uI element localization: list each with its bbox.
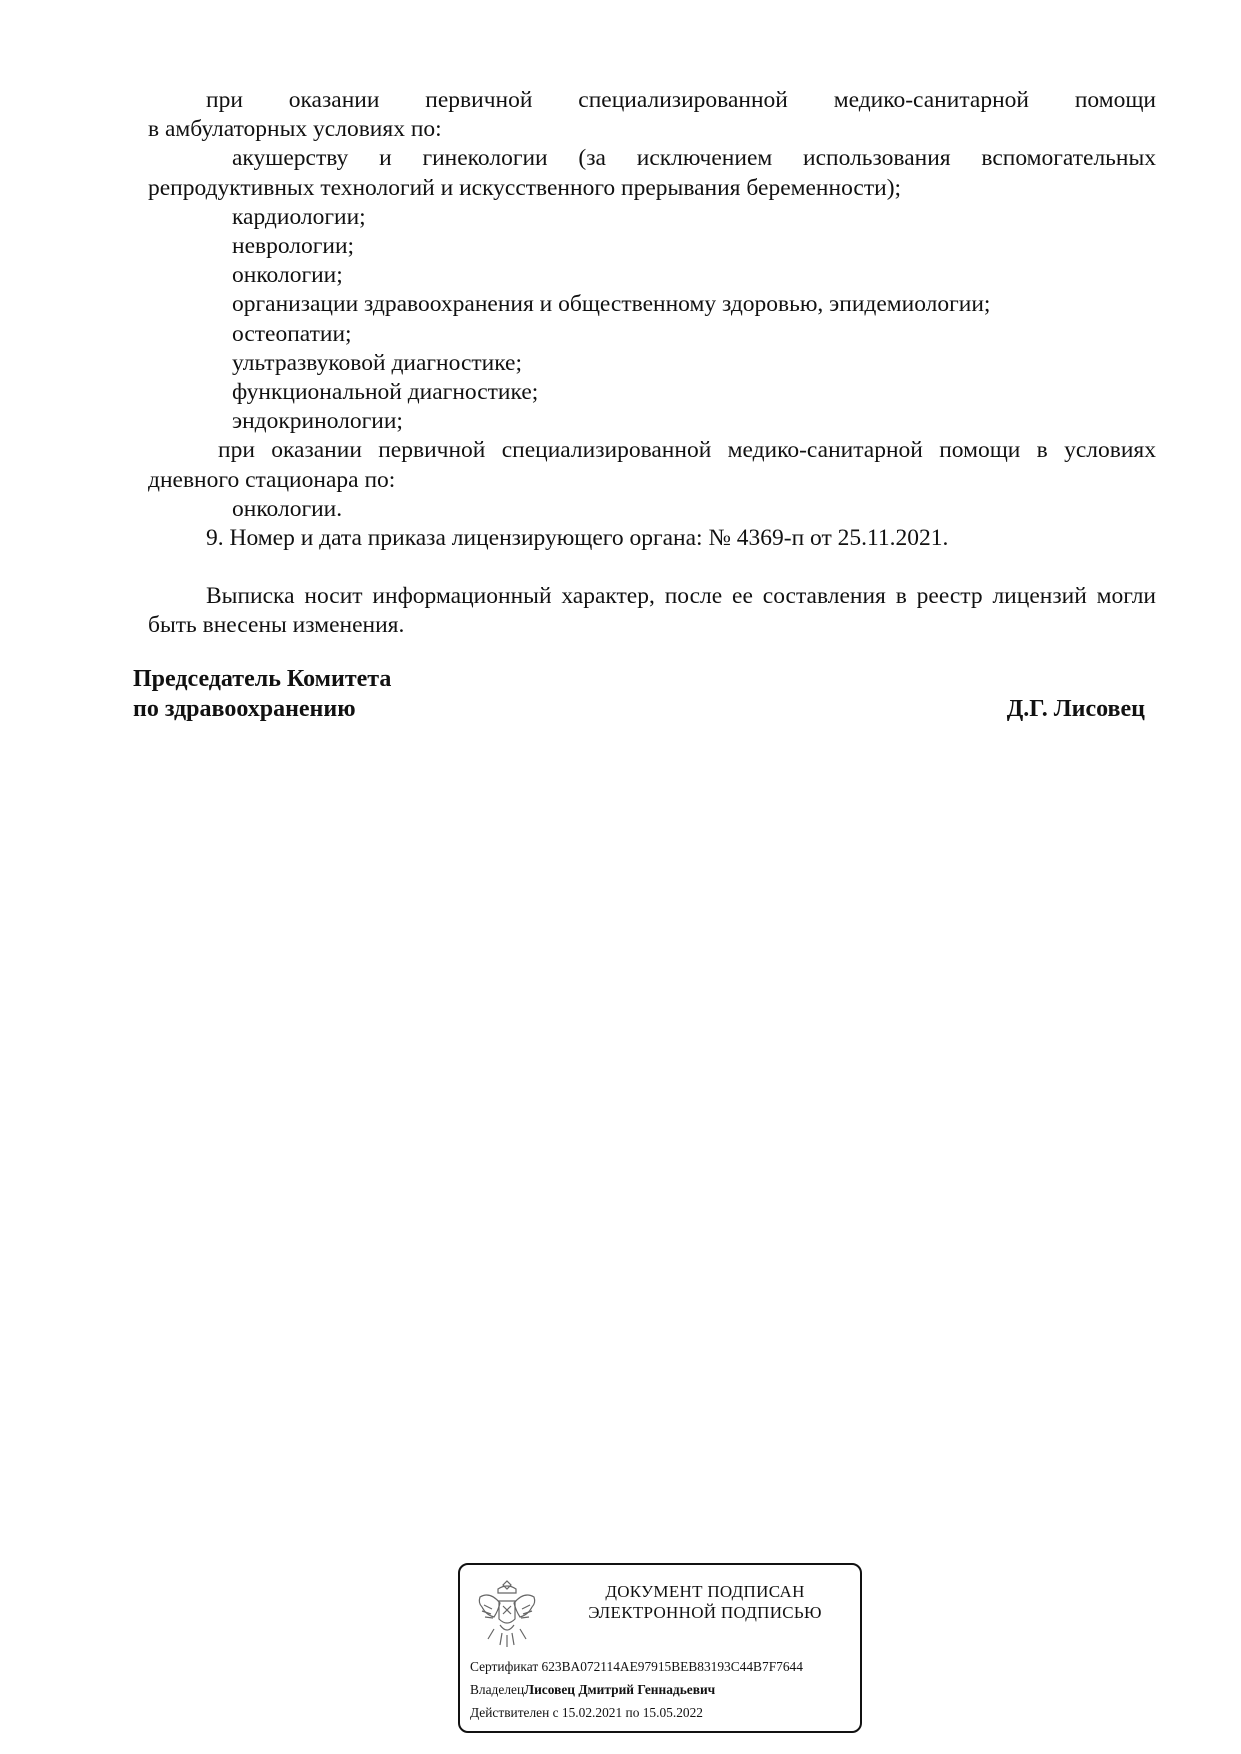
paragraph-ambulatory-line2: в амбулаторных условиях по: <box>148 116 442 143</box>
list-item: онкологии. <box>232 495 343 522</box>
stamp-details <box>470 1655 860 1724</box>
electronic-signature-stamp <box>458 1563 862 1733</box>
coat-of-arms-icon <box>472 1575 542 1651</box>
order-number-line: 9. Номер и дата приказа лицензирующего органа: № 4369-п от 25.11.2021. <box>206 525 949 552</box>
list-item: кардиологии; <box>232 203 366 230</box>
signer-position-line1: Председатель Комитета <box>133 666 392 692</box>
stamp-certificate: Сертификат 623BA072114AE97915BEB83193C44B7F7644 <box>470 1659 803 1674</box>
paragraph-ambulatory-line1: при оказании первичной специализированной медико-санитарной помощи <box>206 87 1156 113</box>
stamp-owner: ВладелецЛисовец Дмитрий Геннадьевич <box>470 1682 716 1697</box>
signer-name: Д.Г. Лисовец <box>1006 696 1145 722</box>
list-item: остеопатии; <box>232 320 352 347</box>
item-obstetrics-line2: репродуктивных технологий и искусственного прерывания беременности); <box>148 174 902 201</box>
list-item: ультразвуковой диагностике; <box>232 349 523 376</box>
paragraph-day-hospital-line2: дневного стационара по: <box>148 466 396 493</box>
list-item: организации здравоохранения и общественному здоровью, эпидемиологии; <box>232 291 991 318</box>
stamp-validity: Действителен с 15.02.2021 по 15.05.2022 <box>470 1705 703 1720</box>
item-obstetrics-line1: акушерству и гинекологии (за исключением использования вспомогательных <box>232 145 1156 172</box>
list-item: онкологии; <box>232 262 343 289</box>
stamp-title: ДОКУМЕНТ ПОДПИСАН ЭЛЕКТРОННОЙ ПОДПИСЬЮ <box>588 1582 822 1622</box>
license-body <box>148 86 1156 641</box>
paragraph-day-hospital-line1: при оказании первичной специализированной медико-санитарной помощи в условиях <box>218 437 1156 464</box>
signature-block <box>133 664 1145 724</box>
list-item: функциональной диагностике; <box>232 379 539 406</box>
list-item: эндокринологии; <box>232 408 403 435</box>
list-item: неврологии; <box>232 233 355 260</box>
signer-position-line2: по здравоохранению <box>133 696 356 722</box>
informational-note: Выписка носит информационный характер, после ее составления в реестр лицензий могли быть внесены изменения. <box>148 583 1156 639</box>
